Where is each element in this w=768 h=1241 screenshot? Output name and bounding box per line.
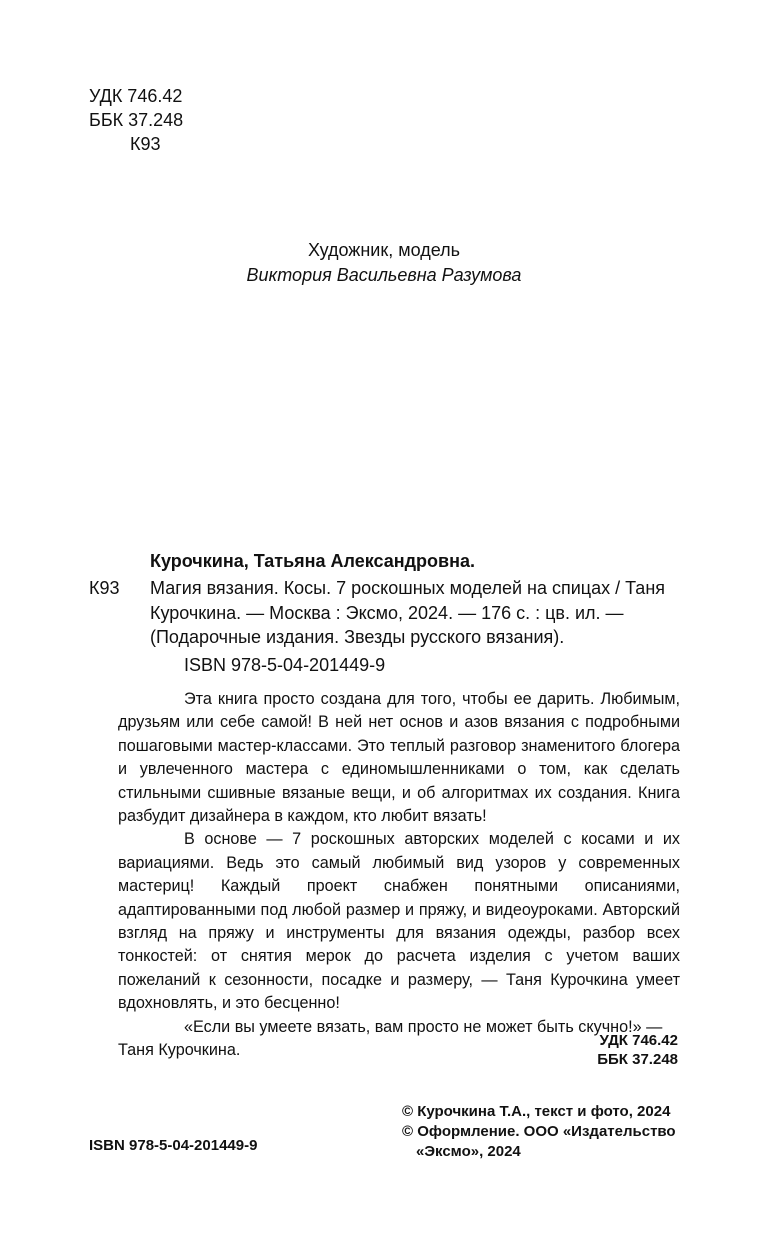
isbn-footer: ISBN 978-5-04-201449-9 [89,1137,258,1154]
bbk-code-bottom: ББК 37.248 [597,1051,678,1068]
isbn-record: ISBN 978-5-04-201449-9 [184,655,386,675]
annotation-paragraph: Эта книга просто создана для того, чтобы ее дарить. Любимым, друзьям или себе самой! В ней нет основ и азов вязания с подробными пошаговыми мастер-классами. Это теплый разговор знаменитого блогера и увлеченного мастера с единомышленниками о том, как сделать стильными сшивные вязаные вещи, и об алгоритмах их создания. Книга разбудит дизайнера в каждом, кто любит вязать! [118,690,680,826]
bibliographic-description: Магия вязания. Косы. 7 роскошных моделей на спицах / Таня Курочкина. — Москва : Эксмо, 2024. — 176 с. : цв. ил. — (Подарочные издания. Звезды русского вязания). [150,578,666,647]
copyright-line: © Оформление. ООО «Издательство [402,1123,676,1140]
classification-codes [89,84,183,156]
bibliographic-author-mark: К93 [89,578,120,598]
bottom-classification-codes [560,1031,678,1069]
artist-role: Художник, модель [307,240,461,260]
copyright-block [402,1102,692,1162]
udk-code: УДК 746.42 [89,86,183,106]
annotation-quote: «Если вы умеете вязать, вам просто не может быть скучно!» — Таня Курочкина. [118,1017,663,1060]
artist-credit [0,238,768,288]
annotation [118,688,680,1063]
author-mark: К93 [130,134,161,154]
artist-name: Виктория Васильевна Разумова [246,265,522,285]
copyright-line: «Эксмо», 2024 [416,1143,521,1160]
author-heading: Курочкина, Татьяна Александровна. [150,551,475,571]
udk-code-bottom: УДК 746.42 [599,1032,678,1049]
copyright-line: © Курочкина Т.А., текст и фото, 2024 [402,1103,671,1120]
bbk-code: ББК 37.248 [89,110,184,130]
annotation-paragraph: В основе — 7 роскошных авторских моделей с косами и их вариациями. Ведь это самый любимый вид узоров у современных мастериц! Каждый проект снабжен понятными описаниями, адаптированными под любой размер и пряжу, и видеоуроками. Авторский взгляд на пряжу и инструменты для вязания одежды, разбор всех тонкостей: от снятия мерок до расчета изделия с учетом ваших пожеланий к сезонности, посадке и размеру, — Таня Курочкина умеет вдохновлять, и это бесценно! [118,830,680,1013]
